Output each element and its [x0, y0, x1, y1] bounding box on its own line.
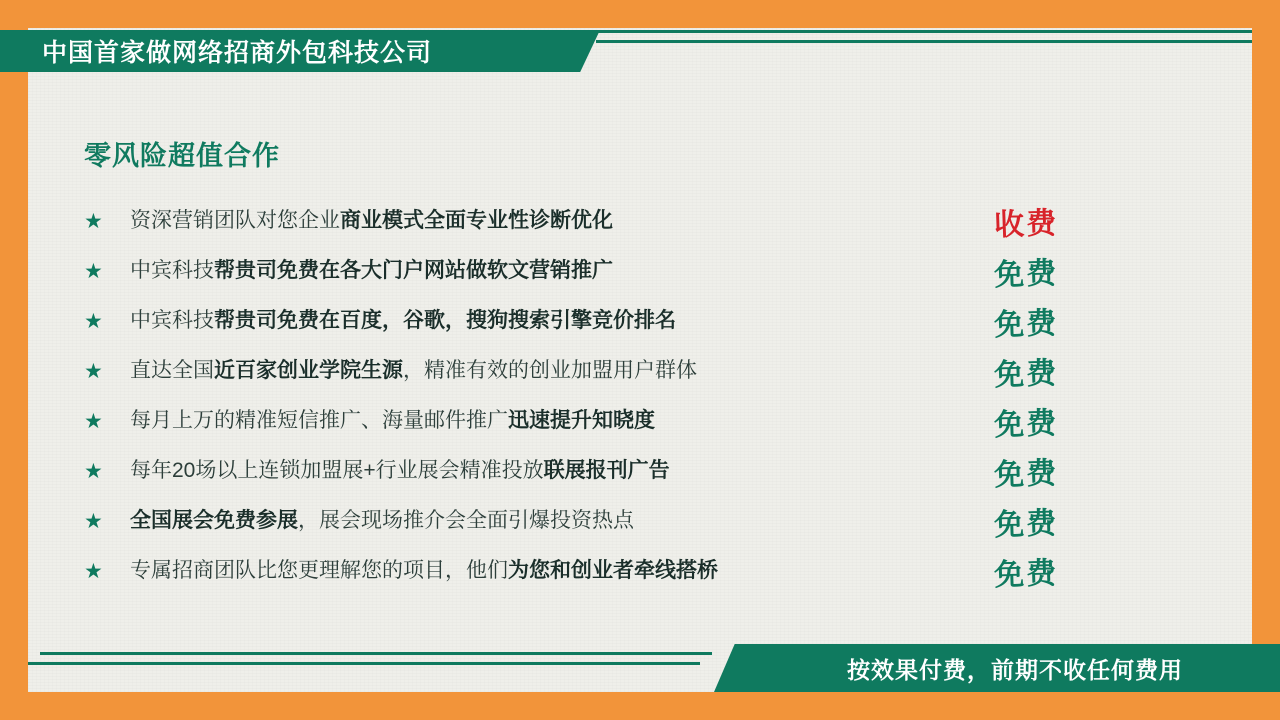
header-rule-top [584, 30, 1252, 33]
list-item-text [130, 508, 1084, 533]
price-badge: 免费 [993, 305, 1059, 344]
header-banner [0, 30, 560, 72]
star-icon: ★ [84, 409, 103, 433]
list-item [84, 496, 1084, 546]
list-item-text [130, 408, 1084, 433]
footer-banner [750, 644, 1280, 692]
list-item-text [130, 258, 1084, 283]
star-icon: ★ [84, 359, 103, 383]
list-item [84, 346, 1084, 396]
list-item-text-emphasis: 为您和创业者牵线搭桥 [508, 559, 718, 583]
list-item-text-plain-before: 资深营销团队对您企业 [130, 209, 340, 233]
list-item-text [130, 308, 1084, 333]
star-icon: ★ [84, 259, 103, 283]
list-item [84, 296, 1084, 346]
list-item-text-plain-before: 专属招商团队比您更理解您的项目，他们 [130, 559, 508, 583]
list-item-text-plain-after: ，精准有效的创业加盟用户群体 [403, 359, 697, 383]
list-item-text-emphasis: 全国展会免费参展 [130, 509, 298, 533]
list-item-text-plain-before: 直达全国 [130, 359, 214, 383]
price-badge: 免费 [993, 405, 1059, 444]
benefits-list [84, 196, 1084, 596]
list-item-text-emphasis: 近百家创业学院生源 [214, 359, 403, 383]
list-item-text-emphasis: 联展报刊广告 [543, 459, 670, 483]
list-item-text-emphasis: 商业模式全面专业性诊断优化 [340, 209, 613, 233]
list-item [84, 546, 1084, 596]
page-title: 零风险超值合作 [84, 141, 280, 171]
list-item-text [130, 358, 1084, 383]
footer-rule-bottom [28, 662, 700, 665]
list-item-text-emphasis: 帮贵司免费在各大门户网站做软文营销推广 [214, 259, 613, 283]
footer-rule-top [40, 652, 712, 655]
price-badge: 免费 [993, 555, 1059, 594]
list-item-text-emphasis: 迅速提升知晓度 [508, 409, 655, 433]
list-item-text [130, 458, 1084, 483]
price-badge: 免费 [993, 355, 1059, 394]
list-item-text [130, 558, 1084, 583]
star-icon: ★ [84, 209, 103, 233]
star-icon: ★ [84, 509, 103, 533]
footer-text: 按效果付费，前期不收任何费用 [847, 656, 1183, 683]
list-item [84, 446, 1084, 496]
star-icon: ★ [84, 459, 103, 483]
list-item-text-emphasis: 帮贵司免费在百度，谷歌，搜狗搜索引擎竞价排名 [214, 309, 676, 333]
list-item-text [130, 208, 1084, 233]
list-item [84, 396, 1084, 446]
list-item-text-plain-before: 中宾科技 [130, 309, 214, 333]
list-item [84, 196, 1084, 246]
list-item-text-plain-before: 中宾科技 [130, 259, 214, 283]
header-rule-bottom [596, 40, 1252, 43]
list-item-text-plain-before: 每月上万的精准短信推广、海量邮件推广 [130, 409, 508, 433]
star-icon: ★ [84, 559, 103, 583]
list-item [84, 246, 1084, 296]
header-title: 中国首家做网络招商外包科技公司 [42, 39, 433, 67]
list-item-text-plain-after: ，展会现场推介会全面引爆投资热点 [298, 509, 634, 533]
price-badge: 免费 [993, 255, 1059, 294]
list-item-text-plain-before: 每年20场以上连锁加盟展+行业展会精准投放 [130, 459, 544, 483]
price-badge: 收费 [993, 205, 1059, 244]
star-icon: ★ [84, 309, 103, 333]
price-badge: 免费 [993, 505, 1059, 544]
price-badge: 免费 [993, 455, 1059, 494]
